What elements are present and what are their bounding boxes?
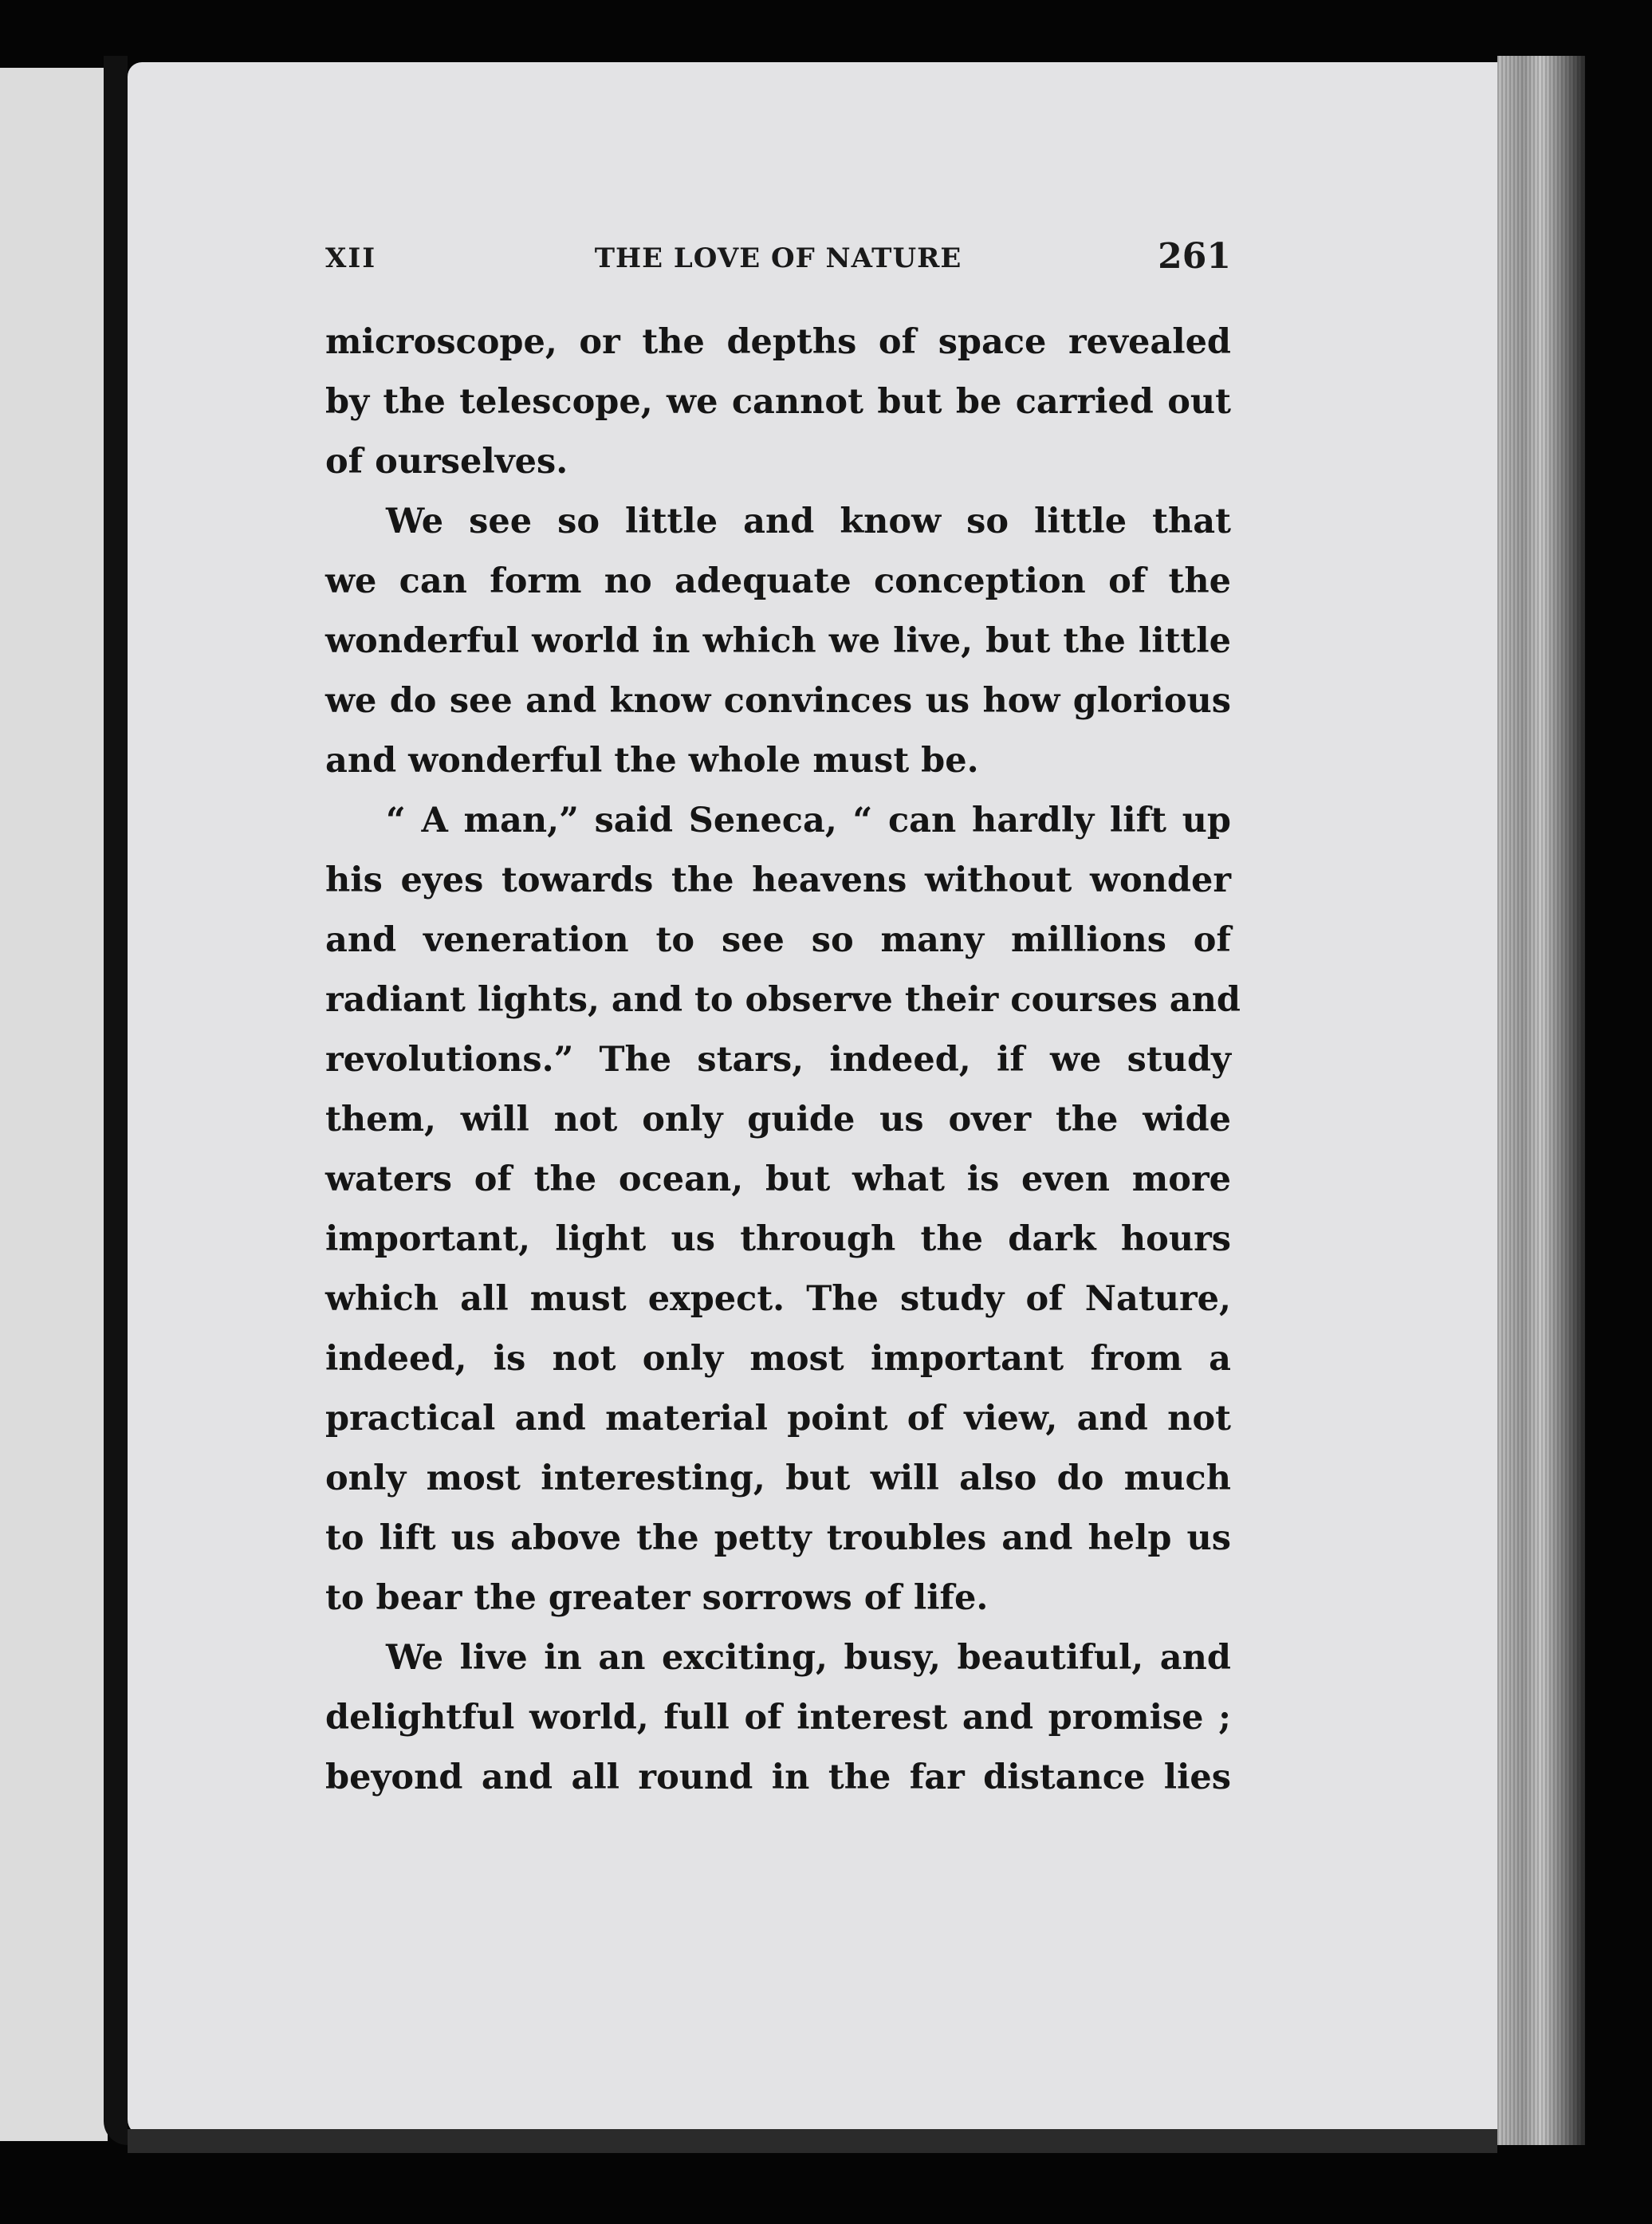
running-header: [325, 236, 1231, 284]
text-line: microscope, or the depths of space revealed: [325, 322, 1231, 362]
page-bottom-shadow: [128, 2129, 1497, 2153]
text-line: wonderful world in which we live, but the little: [325, 621, 1231, 661]
text-line: We see so little and know so little that: [386, 502, 1231, 541]
text-line: We live in an exciting, busy, beautiful, and: [386, 1638, 1231, 1678]
book-gutter: [104, 56, 128, 2145]
body-text: [325, 313, 1241, 1808]
text-line: indeed, is not only most important from a: [325, 1339, 1231, 1379]
text-line: “ A man,” said Seneca, “ can hardly lift up: [386, 801, 1231, 840]
text-line: beyond and all round in the far distance lies: [325, 1758, 1231, 1797]
text-line: by the telescope, we cannot but be carried out: [325, 382, 1231, 422]
page-block-edges: [1497, 56, 1585, 2145]
text-line: and wonderful the whole must be.: [325, 741, 979, 781]
facing-page-edge: [0, 68, 108, 2141]
running-title: THE LOVE OF NATURE: [594, 242, 962, 274]
chapter-number: XII: [325, 242, 377, 274]
text-line: which all must expect. The study of Nature,: [325, 1279, 1231, 1319]
text-line: we do see and know convinces us how glorious: [325, 681, 1231, 721]
text-line: and veneration to see so many millions of: [325, 920, 1231, 960]
text-line: waters of the ocean, but what is even more: [325, 1159, 1231, 1199]
text-line: we can form no adequate conception of the: [325, 561, 1231, 601]
text-line: his eyes towards the heavens without wonder: [325, 860, 1231, 900]
text-line: only most interesting, but will also do much: [325, 1458, 1231, 1498]
text-line: revolutions.” The stars, indeed, if we study: [325, 1040, 1231, 1080]
text-line: to bear the greater sorrows of life.: [325, 1578, 989, 1618]
text-line: of ourselves.: [325, 442, 568, 482]
page-number: 261: [1158, 236, 1231, 277]
text-line: to lift us above the petty troubles and help us: [325, 1518, 1231, 1558]
text-line: practical and material point of view, and not: [325, 1399, 1231, 1439]
text-line: them, will not only guide us over the wide: [325, 1100, 1231, 1140]
text-line: important, light us through the dark hours: [325, 1219, 1231, 1259]
text-line: delightful world, full of interest and promise ;: [325, 1698, 1231, 1738]
text-line: radiant lights, and to observe their courses and: [325, 980, 1241, 1020]
